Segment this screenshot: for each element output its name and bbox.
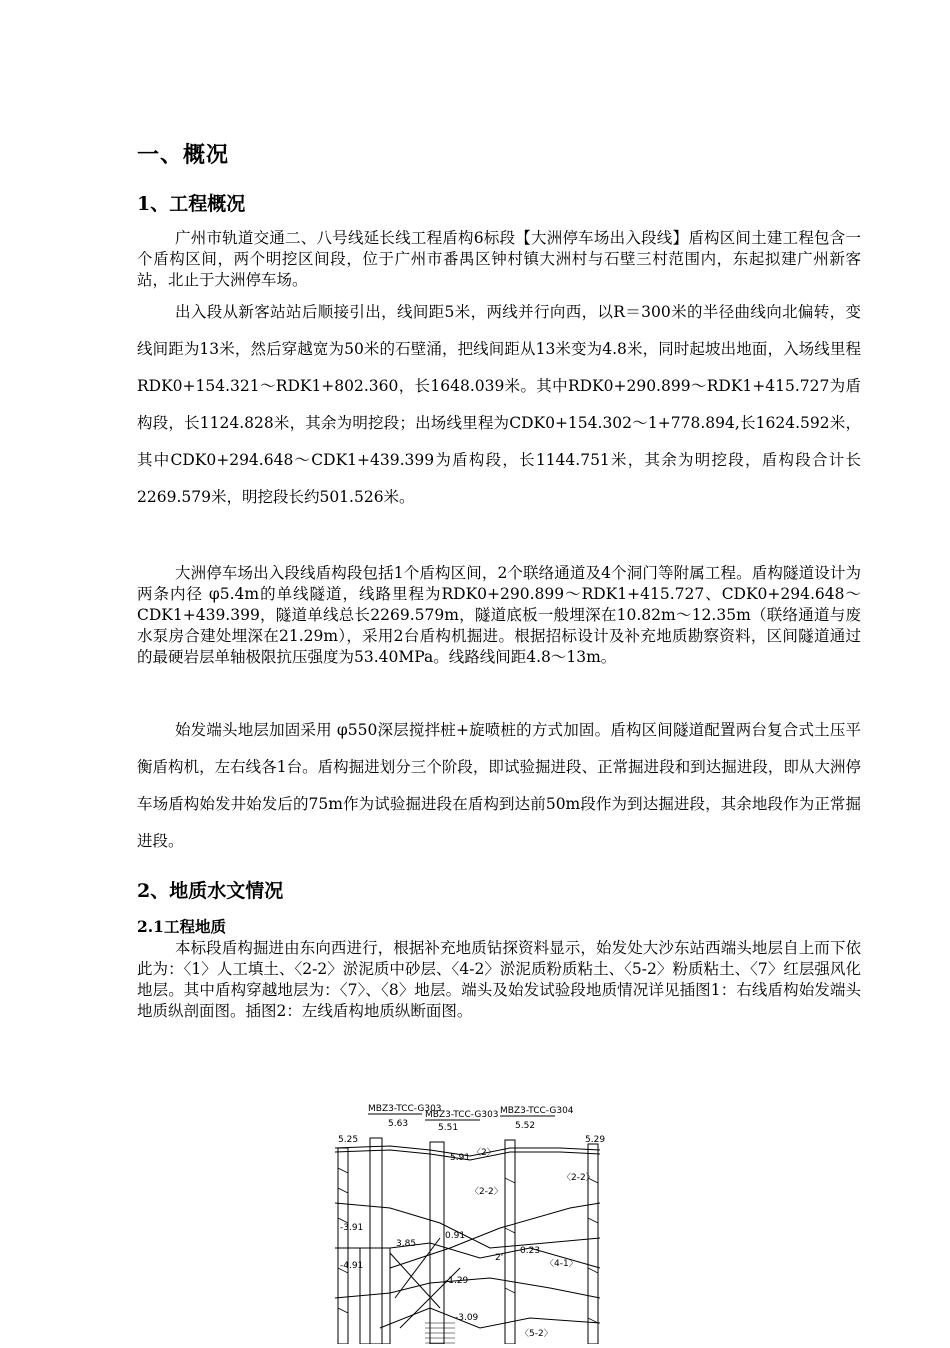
depth-label: -3.09 (455, 1313, 479, 1323)
subsubsection-title-engineering-geology: 2.1工程地质 (137, 917, 226, 936)
depth-label: 3.85 (396, 1239, 417, 1249)
depth-label: -3.91 (340, 1223, 364, 1233)
paragraph-shield-section: 大洲停车场出入段线盾构段包括1个盾构区间，2个联络通道及4个洞门等附属工程。盾构隧道设计为两条内径 φ5.4m的单线隧道，线路里程为RDK0+290.899～RDK1+415.727、CDK0+294.648～CDK1+439.399，隧道单线总长2269.579m，隧道底板一般埋深在10.82m～12.35m（联络通道与废水泵房合建处埋深在21.29m），采用2台盾构机掘进。根据招标设计及补充地质勘察资料，区间隧道通过的最硬岩层单轴极限抗压强度为53.40MPa。线路线间距4.8～13m。 (137, 564, 861, 666)
layer-label: 〈4-1〉 (545, 1259, 578, 1269)
elevation-label: 5.63 (388, 1119, 409, 1129)
layer-label: 〈2〉 (472, 1148, 496, 1158)
depth-label: 0.23 (520, 1246, 541, 1256)
elevation-label: 5.29 (585, 1135, 606, 1145)
layer-label: 〈2-2〉 (562, 1173, 595, 1183)
borehole-label: MBZ3-TCC-G303 (368, 1104, 442, 1114)
section-title: 一、概况 (137, 142, 230, 168)
depth-label: 0.91 (445, 1231, 466, 1241)
borehole-label: MBZ3-TCC-G303 (425, 1110, 499, 1120)
paragraph-reinforcement: 始发端头地层加固采用 φ550深层搅拌桩+旋喷桩的方式加固。盾构区间隧道配置两台复合式土压平衡盾构机，左右线各1台。盾构掘进划分三个阶段，即试验掘进段、正常掘进段和到达掘进段，即从大洲停车场盾构始发井始发后的75m作为试验掘进段在盾构到达前50m段作为到达掘进段，其余地段作为正常掘进段。 (137, 721, 861, 850)
elevation-label: 5.25 (338, 1135, 359, 1145)
geological-section-figure (330, 1098, 610, 1344)
depth-label: -1.29 (445, 1276, 469, 1286)
layer-label: 〈5-2〉 (520, 1329, 553, 1339)
elevation-label: 5.52 (515, 1121, 536, 1131)
subsection-title-overview: 1、工程概况 (137, 193, 246, 215)
layer-label: 2' (495, 1253, 504, 1263)
layer-label: 〈2-2〉 (470, 1187, 503, 1197)
paragraph-project-overview: 广州市轨道交通二、八号线延长线工程盾构6标段【大洲停车场出入段线】盾构区间土建工程包含一个盾构区间，两个明挖区间段，位于广州市番禺区钟村镇大洲村与石壁三村范围内，东起拟建广州新客站，北止于大洲停车场。 (137, 229, 861, 289)
depth-label: -4.91 (340, 1261, 364, 1271)
elevation-label: 5.91 (450, 1153, 471, 1163)
elevation-label: 5.51 (438, 1123, 459, 1133)
borehole-label: MBZ3-TCC-G304 (500, 1106, 574, 1116)
subsection-title-geology: 2、地质水文情况 (137, 880, 284, 902)
paragraph-geology: 本标段盾构掘进由东向西进行，根据补充地质钻探资料显示，始发处大沙东站西端头地层自上而下依此为：〈1〉人工填土、〈2-2〉淤泥质中砂层、〈4-2〉淤泥质粉质粘土、〈5-2〉粉质粘土、〈7〉红层强风化地层。其中盾构穿越地层为：〈7〉、〈8〉地层。端头及始发试验段地质情况详见插图1：右线盾构始发端头地质纵剖面图。插图2：左线盾构地质纵断面图。 (137, 939, 861, 1020)
paragraph-route-description: 出入段从新客站站后顺接引出，线间距5米，两线并行向西，以R＝300米的半径曲线向北偏转，变线间距为13米，然后穿越宽为50米的石壁涌，把线间距从13米变为4.8米，同时起坡出地面，入场线里程RDK0+154.321～RDK1+802.360，长1648.039米。其中RDK0+290.899～RDK1+415.727为盾构段，长1124.828米，其余为明挖段；出场线里程为CDK0+154.302～1+778.894,长1624.592米，其中CDK0+294.648～CDK1+439.399为盾构段，长1144.751米，其余为明挖段，盾构段合计长2269.579米，明挖段长约501.526米。 (137, 303, 861, 506)
